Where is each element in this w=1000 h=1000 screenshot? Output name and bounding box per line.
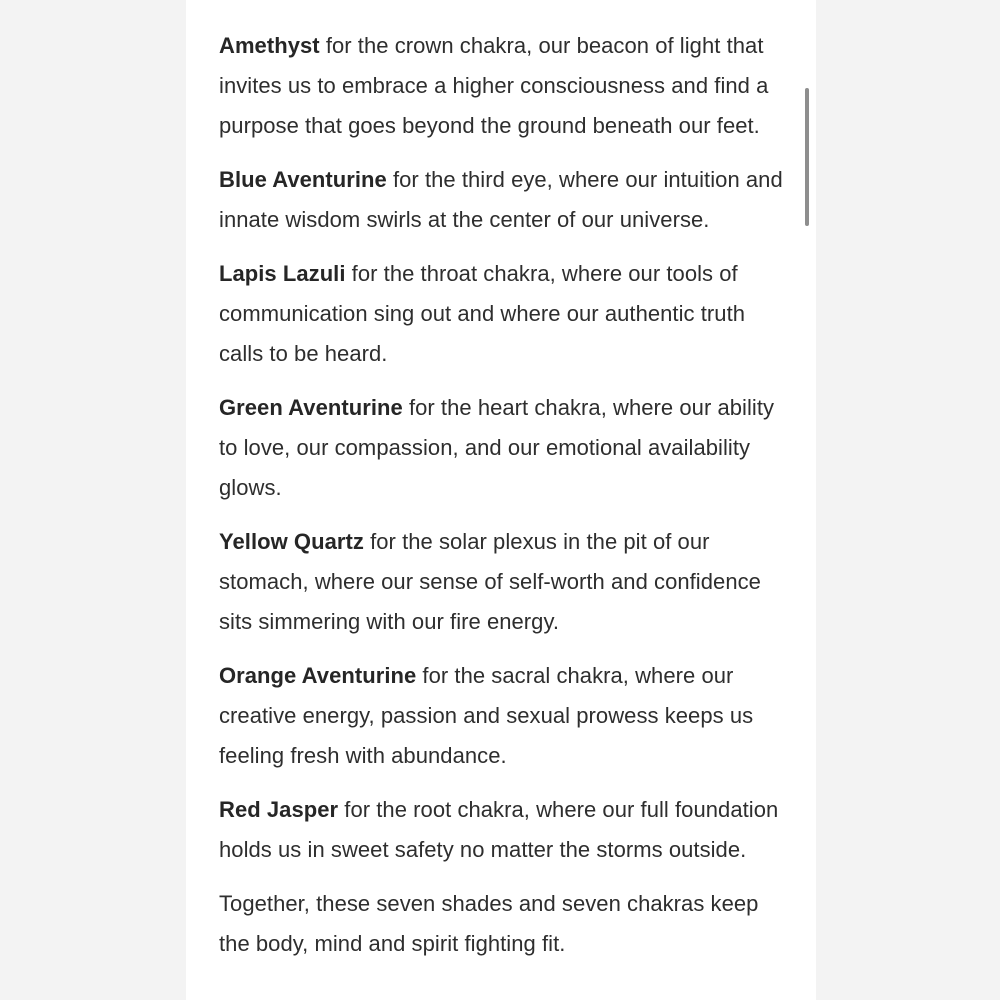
paragraph-amethyst [219, 26, 794, 146]
stone-name: Yellow Quartz [219, 529, 364, 554]
vertical-scrollbar[interactable] [804, 0, 812, 1000]
stone-description: for the solar plexus in the pit of our stomach, where our sense of self-worth and confidence sits simmering with our fire energy. [219, 529, 761, 634]
stone-description: for the throat chakra, where our tools of communication sing out and where our authentic truth calls to be heard. [219, 261, 746, 366]
paragraph-yellow-quartz [219, 522, 794, 642]
stone-description: for the third eye, where our intuition and innate wisdom swirls at the center of our universe. [219, 167, 783, 232]
paragraph-green-aventurine [219, 388, 794, 508]
stone-name: Red Jasper [219, 797, 339, 822]
stone-name: Amethyst [219, 33, 320, 58]
stone-description: for the crown chakra, our beacon of light that invites us to embrace a higher consciousness and find a purpose that goes beyond the ground beneath our feet. [219, 33, 769, 138]
stone-description: for the root chakra, where our full foundation holds us in sweet safety no matter the storms outside. [219, 797, 779, 862]
stone-description: for the sacral chakra, where our creative energy, passion and sexual prowess keeps us feeling fresh with abundance. [219, 663, 754, 768]
stone-name: Orange Aventurine [219, 663, 417, 688]
paragraph-lapis-lazuli [219, 254, 794, 374]
stone-description: for the heart chakra, where our ability to love, our compassion, and our emotional availability glows. [219, 395, 775, 500]
article-body [219, 26, 794, 978]
scrollbar-thumb[interactable] [805, 88, 809, 226]
paragraph-orange-aventurine [219, 656, 794, 776]
stone-name: Lapis Lazuli [219, 261, 346, 286]
stone-name: Blue Aventurine [219, 167, 387, 192]
paragraph-red-jasper [219, 790, 794, 870]
article-card [186, 0, 816, 1000]
stone-name: Green Aventurine [219, 395, 403, 420]
paragraph-blue-aventurine [219, 160, 794, 240]
closing-paragraph: Together, these seven shades and seven chakras keep the body, mind and spirit fighting fit. [219, 891, 759, 956]
